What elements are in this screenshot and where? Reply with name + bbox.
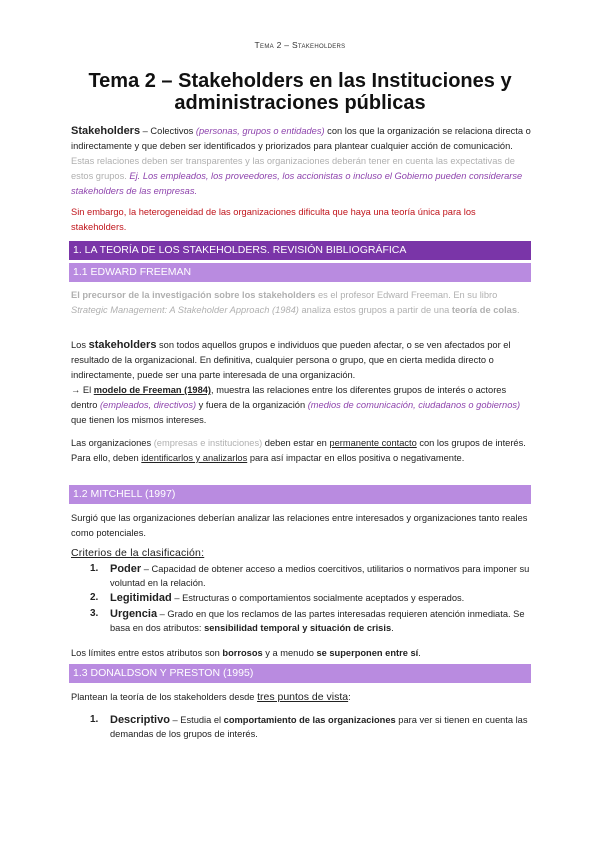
def-term: stakeholders — [88, 339, 157, 351]
freeman-paragraph — [71, 288, 531, 318]
warning-paragraph: Sin embargo, la heterogeneidad de las organizaciones dificulta que haya una teoría única para los stakeholders. — [71, 207, 476, 232]
section-1-2-heading: 1.2 MITCHELL (1997) — [69, 485, 531, 504]
def-external-examples: (medios de comunicación, ciudadanos o gobiernos) — [307, 400, 521, 410]
donaldson-end: : — [348, 692, 351, 702]
orgs-text-a: Las organizaciones — [71, 438, 154, 448]
freeman-end: . — [517, 305, 520, 315]
donaldson-text-a: Plantean la teoría de los stakeholders desde — [71, 692, 258, 702]
criteria-term-legitimidad: Legitimidad — [110, 592, 172, 604]
criteria-item — [90, 562, 530, 590]
organizations-paragraph — [71, 436, 531, 466]
criteria-label: Criterios de la clasificación: — [71, 547, 205, 559]
limits-text-a: Los límites entre estos atributos son — [71, 648, 223, 658]
running-header: Tema 2 – Stakeholders — [254, 40, 346, 50]
viewpoint-term-descriptivo: Descriptivo — [110, 714, 170, 726]
orgs-grey: (empresas e instituciones) — [153, 438, 263, 448]
def-text-b: son todos aquellos grupos e individuos que pueden afectar, o se ven afectados por el resultado de la organizacional. En definitiva, cualquier persona o grupo, que en cierta medida directo o indirectamente, puede ser una parte interesada de una organización. — [71, 340, 511, 380]
def-text-a: Los — [71, 340, 89, 350]
intro-text-1: – Colectivos — [140, 126, 196, 136]
freeman-lead: El precursor de la investigación sobre los stakeholders — [71, 290, 316, 300]
section-1-1-heading: 1.1 EDWARD FREEMAN — [69, 263, 531, 282]
criteria-end: . — [391, 623, 394, 633]
definition-paragraph — [71, 338, 531, 428]
criteria-term-poder: Poder — [110, 563, 142, 575]
viewpoint-text-c: para ver si tienen en cuenta las demandas de los grupos de interés. — [110, 715, 528, 739]
limits-paragraph — [71, 646, 531, 661]
viewpoint-item — [90, 713, 530, 741]
mitchell-paragraph: Surgió que las organizaciones deberían analizar las relaciones entre interesados y organizaciones tanto reales como potenciales. — [71, 513, 528, 538]
def-arrow: → El — [71, 385, 94, 395]
section-1-heading: 1. LA TEORÍA DE LOS STAKEHOLDERS. REVISIÓN BIBLIOGRÁFICA — [69, 241, 531, 260]
limits-bold-1: borrosos — [222, 648, 263, 658]
limits-bold-2: se superponen entre sí — [316, 648, 419, 658]
intro-grey-text: Estas relaciones deben ser transparentes y las organizaciones deberán tener en cuenta las expectativas de estos grupos. — [71, 156, 515, 181]
limits-text-c: y a menudo — [262, 648, 317, 658]
intro-example-2: Ej. Los empleados, los proveedores, los accionistas o incluso el Gobierno pueden considerarse stakeholders de las empresas. — [71, 171, 523, 196]
item-number: 3. — [90, 608, 99, 619]
donaldson-viewpoints: tres puntos de vista — [257, 691, 349, 703]
intro-examples-1: (personas, grupos o entidades) — [195, 126, 325, 136]
orgs-identify: identificarlos y analizarlos — [141, 453, 248, 463]
orgs-text-c: con los grupos de interés. Para ello, deben — [71, 438, 526, 463]
criteria-text: – Estructuras o comportamientos socialmente aceptados y esperados. — [171, 593, 465, 603]
page-title: Tema 2 – Stakeholders en las Instituciones y administraciones públicas — [88, 70, 512, 114]
viewpoint-text-a: – Estudia el — [169, 715, 224, 725]
criteria-term-urgencia: Urgencia — [110, 608, 158, 620]
intro-term: Stakeholders — [71, 125, 141, 137]
freeman-text-1: es el profesor Edward Freeman. En su libro — [315, 290, 498, 300]
def-text-e: que tienen los mismos intereses. — [71, 415, 207, 425]
item-number: 1. — [90, 563, 99, 574]
intro-paragraph — [71, 124, 531, 199]
section-1-3-heading: 1.3 DONALDSON Y PRESTON (1995) — [69, 664, 531, 683]
donaldson-paragraph — [71, 690, 531, 705]
def-internal-examples: (empleados, directivos) — [99, 400, 197, 410]
orgs-contact: permanente contacto — [329, 438, 417, 448]
item-number: 2. — [90, 592, 99, 603]
def-text-d: y fuera de la organización — [196, 400, 308, 410]
def-text-c: , muestra las relaciones entre los diferentes grupos de interés o actores dentro — [71, 385, 507, 410]
criteria-text: – Capacidad de obtener acceso a medios coercitivos, utilitarios o normativos para imponer su voluntad en la relación. — [110, 564, 530, 588]
def-model: modelo de Freeman (1984) — [93, 385, 212, 395]
limits-end: . — [418, 648, 421, 658]
intro-text-2: con los que la organización se relaciona directa o indirectamente y que deben ser identificados y priorizados para plantear cualquier acción de comunicación. — [71, 126, 531, 151]
criteria-text: – Grado en que los reclamos de las partes interesadas requieren atención inmediata. Se basa en dos atributos: — [110, 609, 525, 633]
freeman-book: Strategic Management: A Stakeholder Approach (1984) — [71, 305, 299, 315]
orgs-text-d: para así impactar en ellos positiva o negativamente. — [247, 453, 465, 463]
criteria-item — [90, 607, 530, 635]
viewpoint-bold: comportamiento de las organizaciones — [223, 715, 396, 725]
freeman-text-2: analiza estos grupos a partir de una — [298, 305, 452, 315]
criteria-item — [90, 591, 530, 605]
criteria-attributes: sensibilidad temporal y situación de crisis — [204, 623, 392, 633]
freeman-theory: teoría de colas — [451, 305, 517, 315]
orgs-text-b: deben estar en — [262, 438, 330, 448]
item-number: 1. — [90, 714, 99, 725]
